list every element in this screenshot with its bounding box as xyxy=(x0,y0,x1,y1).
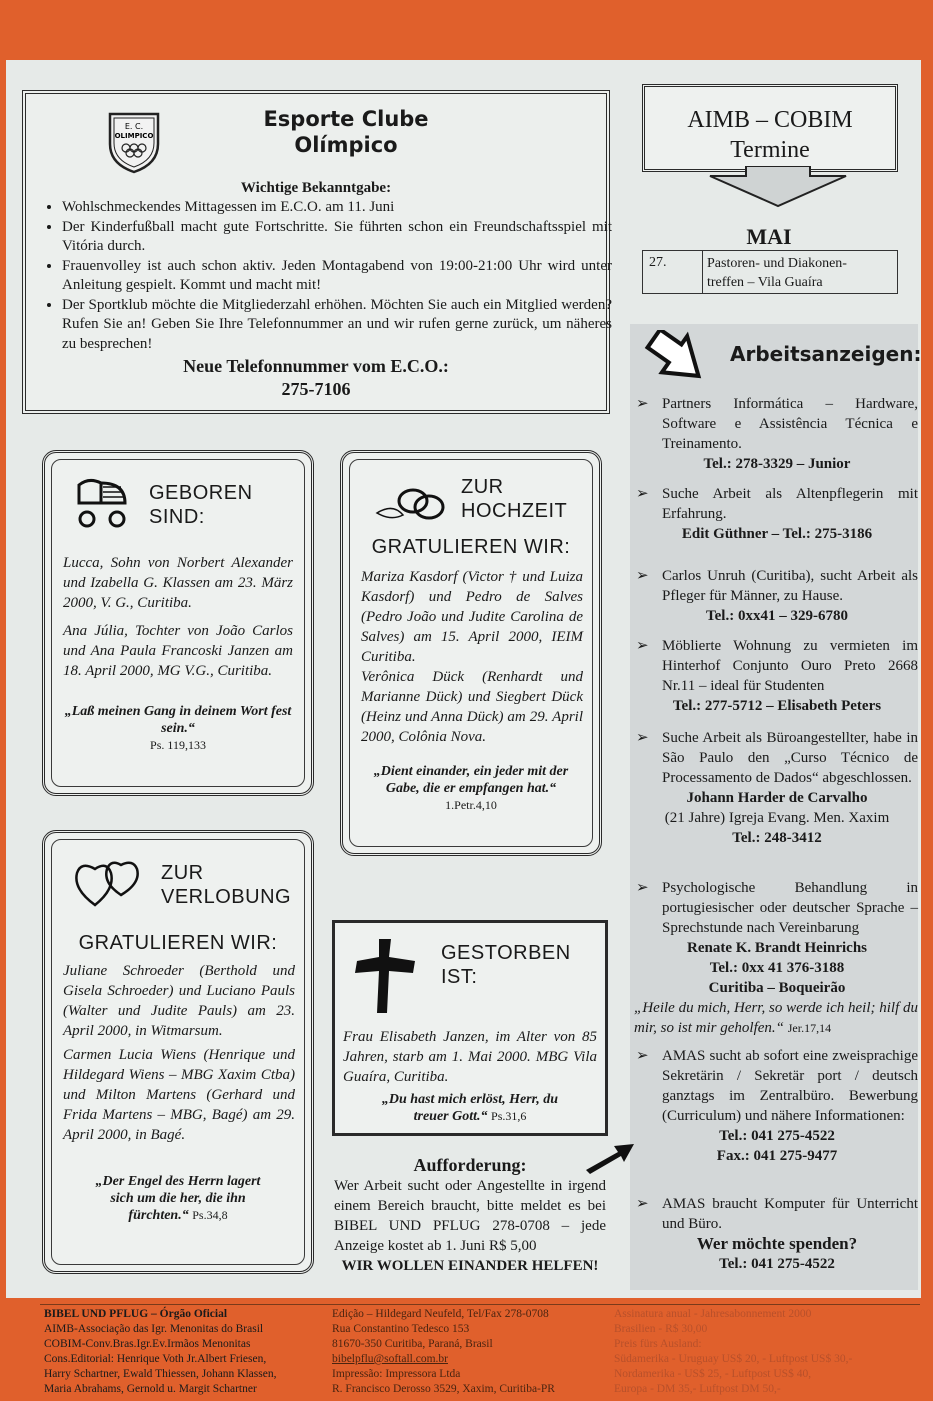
aimb-termine-box xyxy=(642,84,898,172)
birth-entry: Ana Júlia, Tochter von João Carlos und Ana Paula Francoski Janzen am 18. April 2000, MG V.G., Curitiba. xyxy=(63,623,293,679)
footer-line: Impressão: Impressora Ltda xyxy=(332,1368,461,1380)
job-ad xyxy=(636,566,918,626)
event-description xyxy=(707,254,893,292)
footer-line: Brasilien - R$ 30,00 xyxy=(614,1323,708,1335)
job-ad-contact: Tel.: 278-3329 – Junior xyxy=(703,456,851,472)
aimb-subtitle: Termine xyxy=(730,137,810,163)
birth-entry: Lucca, Sohn von Norbert Alexander und Izabella G. Klassen am 23. März 2000, V. G., Curitiba. xyxy=(63,555,293,611)
bullet-arrow-icon: ➢ xyxy=(636,396,649,412)
job-ad-text: AMAS sucht ab sofort eine zweisprachige Sekretärin / Sekretär port / deutsch ganztags im Zentralbüro. Bewerbung (Curriculum) und nähere Informationen: xyxy=(662,1048,918,1124)
job-ad-contact: Tel.: 041 275-4522 xyxy=(719,1256,835,1272)
eco-subtitle: Wichtige Bekanntgabe: xyxy=(240,180,392,196)
eco-phone-number: 275-7106 xyxy=(281,379,351,399)
baby-carriage-icon xyxy=(73,475,131,529)
hearts-icon xyxy=(69,853,145,913)
termine-table xyxy=(642,250,898,294)
eco-item-list xyxy=(44,198,612,354)
job-ad-contact: Tel.: 277-5712 – Elisabeth Peters xyxy=(672,698,882,714)
down-arrow-icon xyxy=(706,166,850,208)
logo-text-olimpico: OLIMPICO xyxy=(114,132,154,140)
cross-icon xyxy=(351,935,419,1017)
job-ads-panel xyxy=(630,324,922,1290)
footer-column-subscription xyxy=(614,1307,914,1397)
footer-line: AIMB-Associação das Igr. Menonitas do Brasil xyxy=(44,1323,264,1335)
job-ad-text: Partners Informática – Hardware, Software e Assistência Técnica e Treinamento. xyxy=(662,396,918,452)
wedding-subheading: GRATULIEREN WIR: xyxy=(371,536,571,558)
footer-line: Assinatura anual - Jahresabonnement 2000 xyxy=(614,1308,812,1320)
wedding-verse-text: „Dient einander, ein jeder mit der Gabe, die er empfangen hat.“ xyxy=(373,764,569,796)
engagement-heading xyxy=(161,861,291,909)
births-verse-ref: Ps. 119,133 xyxy=(150,738,206,752)
births-heading-line2: SIND: xyxy=(149,506,205,528)
job-ad xyxy=(636,1194,918,1274)
footer-line: Rua Constantino Tedesco 153 xyxy=(332,1323,470,1335)
births-verse-text: „Laß meinen Gang in deinem Wort fest sein.“ xyxy=(64,704,292,736)
eco-title xyxy=(196,106,496,158)
engagement-subheading: GRATULIEREN WIR: xyxy=(78,932,278,954)
call-to-action-text: Wer Arbeit sucht oder Angestellte in irgend einem Bereich braucht, bitte meldet es bei BIBEL UND PFLUG 278-0708 – jede Anzeige kostet ab 1. Juni R$ 5,00 xyxy=(334,1178,606,1254)
job-ads-verse-ref: Jer.17,14 xyxy=(787,1021,832,1035)
obituary-verse-ref: Ps.31,6 xyxy=(491,1109,527,1123)
births-heading xyxy=(149,481,253,529)
job-ad-text: Möblierte Wohnung zu vermieten im Hinterhof Conjunto Ouro Preto 2668 Nr.11 – ideal für Studenten xyxy=(662,638,918,694)
obituary-verse-text: „Du hast mich erlöst, Herr, du treuer Gott.“ xyxy=(381,1092,559,1124)
event-line: treffen – Vila Guaíra xyxy=(707,275,823,290)
wedding-entry: Verônica Dück (Renhardt und Marianne Dück) und Siegbert Dück (Heinz und Anna Dück) am 29. April 2000, Colônia Nova. xyxy=(361,669,583,745)
births-heading-line1: GEBOREN xyxy=(149,482,253,504)
job-ad-text: Carlos Unruh (Curitiba), sucht Arbeit als Pfleger für Männer, zu Hause. xyxy=(662,568,918,604)
obituary-announcement xyxy=(332,920,608,1136)
footer-email[interactable]: bibelpflu@softall.com.br xyxy=(332,1353,448,1365)
obituary-verse xyxy=(365,1091,575,1125)
births-announcement xyxy=(42,450,314,796)
engagement-entry: Juliane Schroeder (Berthold und Gisela Schroeder) und Luciano Pauls (Walter und Judite Pauls) am 23. April 2000, in Witmarsum. xyxy=(63,963,295,1039)
wedding-entry: Mariza Kasdorf (Victor † und Luiza Kasdorf) und Pedro de Salves (Pedro João und Judite Carolina de Salves) am 15. April 2000, IEIM Curitiba. xyxy=(361,569,583,665)
engagement-heading-line2: VERLOBUNG xyxy=(161,886,292,908)
footer-column-edition xyxy=(332,1307,614,1397)
job-ad-text: AMAS braucht Komputer für Unterricht und Büro. xyxy=(662,1196,918,1232)
aimb-title: AIMB – COBIM xyxy=(687,107,853,133)
job-ad-text: Suche Arbeit als Büroangestellter, habe in São Paulo den „Curso Técnico de Processamento de Dados“ abgeschlossen. xyxy=(662,730,918,786)
newspaper-page xyxy=(6,60,921,1298)
engagement-verse-ref: Ps.34,8 xyxy=(192,1208,228,1222)
job-ads-verse-text: „Heile du mich, Herr, so werde ich heil; hilf du mir, so ist mir geholfen.“ xyxy=(634,1000,918,1036)
footer-line: 81670-350 Curitiba, Paraná, Brasil xyxy=(332,1338,493,1350)
job-ad-text: Suche Arbeit als Altenpflegerin mit Erfahrung. xyxy=(662,486,918,522)
obituary-heading-line2: IST: xyxy=(441,966,478,988)
eco-logo-shield-icon xyxy=(106,108,162,174)
wedding-verse-ref: 1.Petr.4,10 xyxy=(445,798,497,812)
job-ad xyxy=(636,728,918,848)
eco-title-line2: Olímpico xyxy=(294,133,398,157)
eco-item: • Wohlschmeckendes Mittagessen im E.C.O. am 11. Juni xyxy=(62,198,612,218)
month-heading: MAI xyxy=(746,224,792,249)
eco-item: • Der Kinderfußball macht gute Fortschritte. Sie führten schon ein Freundschaftsspiel mit Vitória durch. xyxy=(62,218,612,257)
job-ads-verse xyxy=(634,998,918,1038)
event-line: Pastoren- und Diakonen- xyxy=(707,256,847,271)
eco-item: • Der Sportklub möchte die Mitgliederzahl erhöhen. Möchten Sie auch ein Mitglied werden? Rufen Sie an! Geben Sie Ihre Telefonnummer an und wir rufen gerne zurück, um näheres zu besprechen! xyxy=(62,296,612,355)
footer-line: Europa - DM 35,- Luftpost DM 50,- xyxy=(614,1383,781,1395)
logo-text-ec: E. C. xyxy=(124,122,144,131)
bullet-arrow-icon: ➢ xyxy=(636,638,649,654)
job-ad-contact: Renate K. Brandt Heinrichs xyxy=(687,940,867,956)
job-ad-contact: Tel.: 0xx 41 376-3188 xyxy=(709,960,845,976)
footer-line: Preis fürs Ausland: xyxy=(614,1338,702,1350)
wedding-verse xyxy=(373,763,569,814)
job-ad-contact: Johann Harder de Carvalho xyxy=(686,790,868,806)
job-ad xyxy=(636,394,918,474)
bullet-arrow-icon: ➢ xyxy=(636,486,649,502)
black-arrow-icon xyxy=(584,1140,636,1174)
footer-line: Edição – Hildegard Neufeld, Tel/Fax 278-0708 xyxy=(332,1308,549,1320)
footer-line: BIBEL UND PFLUG – Órgão Oficial xyxy=(44,1308,228,1320)
eco-title-line1: Esporte Clube xyxy=(263,107,429,131)
wedding-heading xyxy=(461,475,567,523)
job-ad xyxy=(636,878,918,998)
wedding-announcement xyxy=(340,450,602,856)
wedding-heading-line2: HOCHZEIT xyxy=(461,500,568,522)
obituary-heading-line1: GESTORBEN xyxy=(441,942,571,964)
obituary-entry: Frau Elisabeth Janzen, im Alter von 85 Jahren, starb am 1. Mai 2000. MBG Vila Guaíra, Curitiba. xyxy=(343,1029,597,1085)
call-to-action-title: Aufforderung: xyxy=(413,1155,527,1175)
pointing-arrow-icon xyxy=(644,330,710,382)
job-ad xyxy=(636,484,918,544)
footer-line: Cons.Editorial: Henrique Voth Jr.Albert Friesen, xyxy=(44,1353,267,1365)
job-ad-contact: Wer möchte spenden? xyxy=(696,1234,858,1253)
bullet-arrow-icon: ➢ xyxy=(636,568,649,584)
job-ad-text: Psychologische Behandlung in portugiesischer oder deutscher Sprache – Sprechstunde nach Vereinbarung xyxy=(662,880,918,936)
job-ads-heading: Arbeitsanzeigen: xyxy=(730,342,922,366)
engagement-entry: Carmen Lucia Wiens (Henrique und Hildegard Wiens – MBG Xaxim Ctba) und Milton Martens (Gerhard und Frida Martens – MBG, Bagé) am 29. April 2000, in Bagé. xyxy=(63,1047,295,1143)
engagement-verse xyxy=(85,1173,271,1224)
call-to-action-closing: WIR WOLLEN EINANDER HELFEN! xyxy=(341,1258,599,1274)
job-ad xyxy=(636,636,918,716)
wedding-rings-icon xyxy=(373,483,453,523)
job-ad-contact: (21 Jahre) Igreja Evang. Men. Xaxim xyxy=(664,810,890,826)
job-ad-contact: Fax.: 041 275-9477 xyxy=(716,1148,838,1164)
bullet-arrow-icon: ➢ xyxy=(636,880,649,896)
event-date: 27. xyxy=(643,251,703,293)
footer-line: Nordamerika - US$ 25, - Luftpost US$ 40, xyxy=(614,1368,812,1380)
engagement-heading-line1: ZUR xyxy=(161,862,204,884)
job-ad-contact: Tel.: 041 275-4522 xyxy=(719,1128,835,1144)
eco-phone-label: Neue Telefonnummer vom E.C.O.: xyxy=(183,356,449,376)
wedding-heading-line1: ZUR xyxy=(461,476,504,498)
call-to-action xyxy=(334,1154,606,1276)
engagement-verse-text: „Der Engel des Herrn lagert sich um die her, die ihn fürchten.“ xyxy=(95,1174,261,1223)
job-ad-contact: Edit Güthner – Tel.: 275-3186 xyxy=(681,526,873,542)
obituary-heading xyxy=(441,941,571,989)
job-ad-contact: Curitiba – Boqueirão xyxy=(708,980,846,996)
bullet-arrow-icon: ➢ xyxy=(636,1048,649,1064)
bullet-arrow-icon: ➢ xyxy=(636,1196,649,1212)
footer-line: R. Francisco Derosso 3529, Xaxim, Curitiba-PR xyxy=(332,1383,555,1395)
footer-line: Maria Abrahams, Gernold u. Margit Schartner xyxy=(44,1383,257,1395)
job-ad-contact: Tel.: 0xx41 – 329-6780 xyxy=(706,608,848,624)
bullet-arrow-icon: ➢ xyxy=(636,730,649,746)
eco-item: • Frauenvolley ist auch schon aktiv. Jeden Montagabend von 19:00-21:00 Uhr wird unter Anleitung gespielt. Kommt und macht mit! xyxy=(62,257,612,296)
engagement-announcement xyxy=(42,830,314,1274)
births-verse xyxy=(63,703,293,754)
eco-announcement-box xyxy=(22,90,610,414)
footer-column-publisher xyxy=(44,1307,324,1397)
footer-line: COBIM-Conv.Bras.Igr.Ev.Irmãos Menonitas xyxy=(44,1338,251,1350)
footer-line: Südamerika - Uruguay US$ 20, - Luftpost US$ 30,- xyxy=(614,1353,853,1365)
masthead-footer xyxy=(40,1304,920,1401)
job-ad xyxy=(636,1046,918,1166)
footer-line: Harry Schartner, Ewald Thiessen, Johann Klassen, xyxy=(44,1368,277,1380)
job-ad-contact: Tel.: 248-3412 xyxy=(732,830,822,846)
